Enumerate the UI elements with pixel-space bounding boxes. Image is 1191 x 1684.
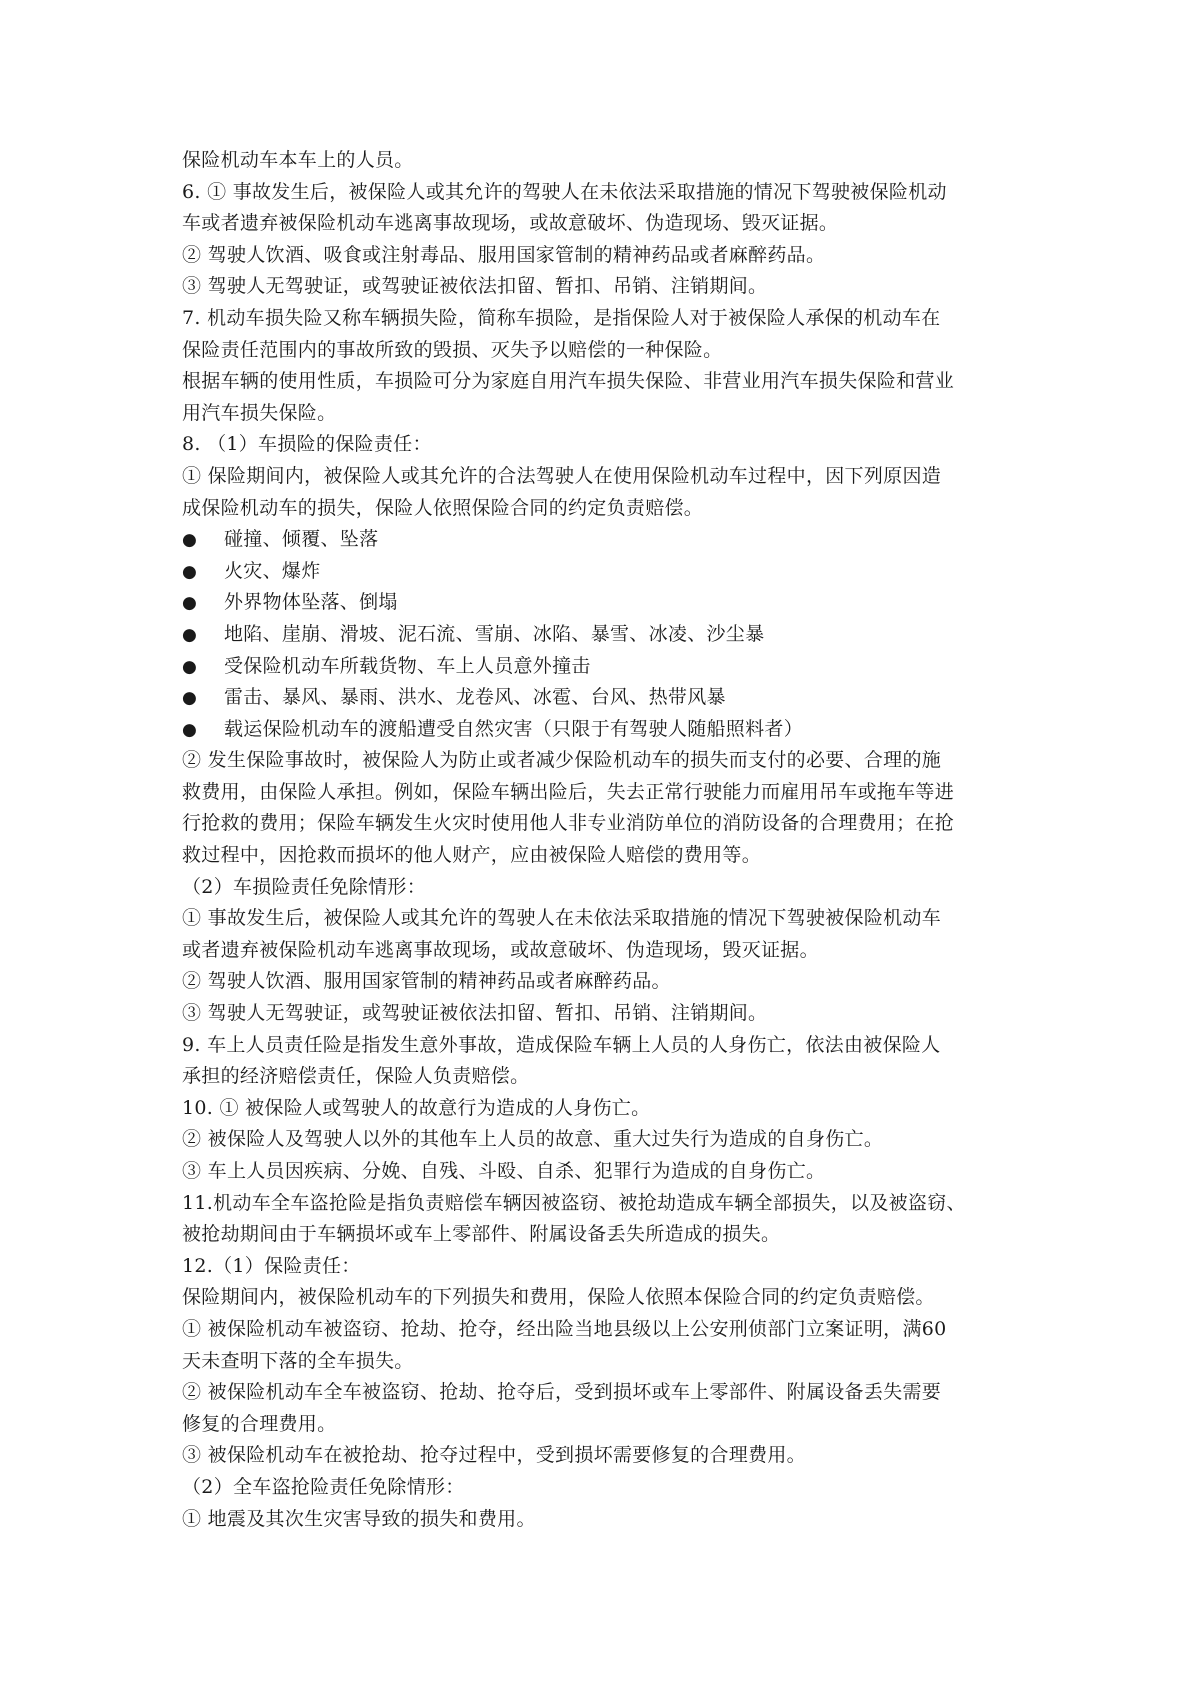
bullet-text: 火灾、爆炸 <box>224 559 321 582</box>
text-line: 11.机动车全车盗抢险是指负责赔偿车辆因被盗窃、被抢劫造成车辆全部损失，以及被盗窃、 <box>182 1191 966 1214</box>
bullet-dot-icon: ● <box>182 688 198 709</box>
text-line: 修复的合理费用。 <box>182 1412 337 1435</box>
document-body <box>182 145 1022 1535</box>
bullet-dot-icon: ● <box>182 719 198 740</box>
text-line: ② 驾驶人饮酒、吸食或注射毒品、服用国家管制的精神药品或者麻醉药品。 <box>182 243 826 266</box>
text-line: ② 被保险人及驾驶人以外的其他车上人员的故意、重大过失行为造成的自身伤亡。 <box>182 1128 884 1151</box>
bullet-dot-icon: ● <box>182 656 198 677</box>
text-line: 9. 车上人员责任险是指发生意外事故，造成保险车辆上人员的人身伤亡，依法由被保险人 <box>182 1033 941 1056</box>
bullet-item <box>182 619 1022 651</box>
text-line: ② 发生保险事故时，被保险人为防止或者减少保险机动车的损失而支付的必要、合理的施 <box>182 749 942 772</box>
text-line: 用汽车损失保险。 <box>182 401 337 424</box>
text-line: 10. ① 被保险人或驾驶人的故意行为造成的人身伤亡。 <box>182 1096 651 1119</box>
text-line: 保险责任范围内的事故所致的毁损、灭失予以赔偿的一种保险。 <box>182 338 723 361</box>
bullet-text: 受保险机动车所载货物、车上人员意外撞击 <box>224 654 591 677</box>
text-line: 承担的经济赔偿责任，保险人负责赔偿。 <box>182 1065 530 1088</box>
text-line: 保险机动车本车上的人员。 <box>182 149 414 171</box>
text-line: （2）全车盗抢险责任免除情形： <box>182 1475 465 1498</box>
text-line: 根据车辆的使用性质，车损险可分为家庭自用汽车损失保险、非营业用汽车损失保险和营业 <box>182 370 955 393</box>
text-line: ① 事故发生后，被保险人或其允许的驾驶人在未依法采取措施的情况下驾驶被保险机动车 <box>182 907 942 930</box>
bullet-item <box>182 714 1022 746</box>
bullet-item <box>182 556 1022 588</box>
text-line: ② 被保险机动车全车被盗窃、抢劫、抢夺后，受到损坏或车上零部件、附属设备丢失需要 <box>182 1381 942 1404</box>
bullet-text: 雷击、暴风、暴雨、洪水、龙卷风、冰雹、台风、热带风暴 <box>224 686 726 709</box>
text-line: 6. ① 事故发生后，被保险人或其允许的驾驶人在未依法采取措施的情况下驾驶被保险机动 <box>182 180 947 203</box>
bullet-item <box>182 651 1022 683</box>
text-line: ① 被保险机动车被盗窃、抢劫、抢夺，经出险当地县级以上公安刑侦部门立案证明，满60 <box>182 1317 947 1340</box>
text-line: ③ 车上人员因疾病、分娩、自残、斗殴、自杀、犯罪行为造成的自身伤亡。 <box>182 1160 826 1182</box>
text-line: 12.（1）保险责任： <box>182 1254 361 1277</box>
text-line: 或者遗弃被保险机动车逃离事故现场，或故意破坏、伪造现场，毁灭证据。 <box>182 938 819 961</box>
text-line: 7. 机动车损失险又称车辆损失险，简称车损险，是指保险人对于被保险人承保的机动车在 <box>182 306 941 329</box>
bullet-item <box>182 524 1022 556</box>
bullet-item <box>182 587 1022 619</box>
text-line: 成保险机动车的损失，保险人依照保险合同的约定负责赔偿。 <box>182 496 704 519</box>
text-line: ① 地震及其次生灾害导致的损失和费用。 <box>182 1507 536 1530</box>
bullet-dot-icon: ● <box>182 561 198 582</box>
text-line: 天未查明下落的全车损失。 <box>182 1349 414 1372</box>
text-line: ③ 驾驶人无驾驶证，或驾驶证被依法扣留、暂扣、吊销、注销期间。 <box>182 275 768 298</box>
bullet-dot-icon: ● <box>182 593 198 614</box>
text-line: 被抢劫期间由于车辆损坏或车上零部件、附属设备丢失所造成的损失。 <box>182 1223 781 1246</box>
text-line: 车或者遗弃被保险机动车逃离事故现场，或故意破坏、伪造现场、毁灭证据。 <box>182 212 839 235</box>
bullet-item <box>182 682 1022 714</box>
bullet-text: 载运保险机动车的渡船遭受自然灾害（只限于有驾驶人随船照料者） <box>224 717 804 740</box>
text-line: ③ 被保险机动车在被抢劫、抢夺过程中，受到损坏需要修复的合理费用。 <box>182 1444 806 1467</box>
text-line: 救费用，由保险人承担。例如，保险车辆出险后，失去正常行驶能力而雇用吊车或拖车等进 <box>182 780 955 803</box>
bullet-text: 碰撞、倾覆、坠落 <box>224 528 379 551</box>
text-line: ② 驾驶人饮酒、服用国家管制的精神药品或者麻醉药品。 <box>182 970 671 993</box>
bullet-dot-icon: ● <box>182 624 198 645</box>
bullet-dot-icon: ● <box>182 530 198 551</box>
text-line: 保险期间内，被保险机动车的下列损失和费用，保险人依照本保险合同的约定负责赔偿。 <box>182 1286 935 1309</box>
text-line: 救过程中，因抢救而损坏的他人财产，应由被保险人赔偿的费用等。 <box>182 844 762 867</box>
text-line: ③ 驾驶人无驾驶证，或驾驶证被依法扣留、暂扣、吊销、注销期间。 <box>182 1002 768 1025</box>
text-line: 8. （1）车损险的保险责任： <box>182 433 432 456</box>
text-line: ① 保险期间内，被保险人或其允许的合法驾驶人在使用保险机动车过程中，因下列原因造 <box>182 464 942 487</box>
bullet-text: 外界物体坠落、倒塌 <box>224 591 398 614</box>
bullet-text: 地陷、崖崩、滑坡、泥石流、雪崩、冰陷、暴雪、冰凌、沙尘暴 <box>224 622 765 645</box>
text-line: （2）车损险责任免除情形： <box>182 875 426 898</box>
text-line: 行抢救的费用；保险车辆发生火灾时使用他人非专业消防单位的消防设备的合理费用；在抢 <box>182 812 955 835</box>
